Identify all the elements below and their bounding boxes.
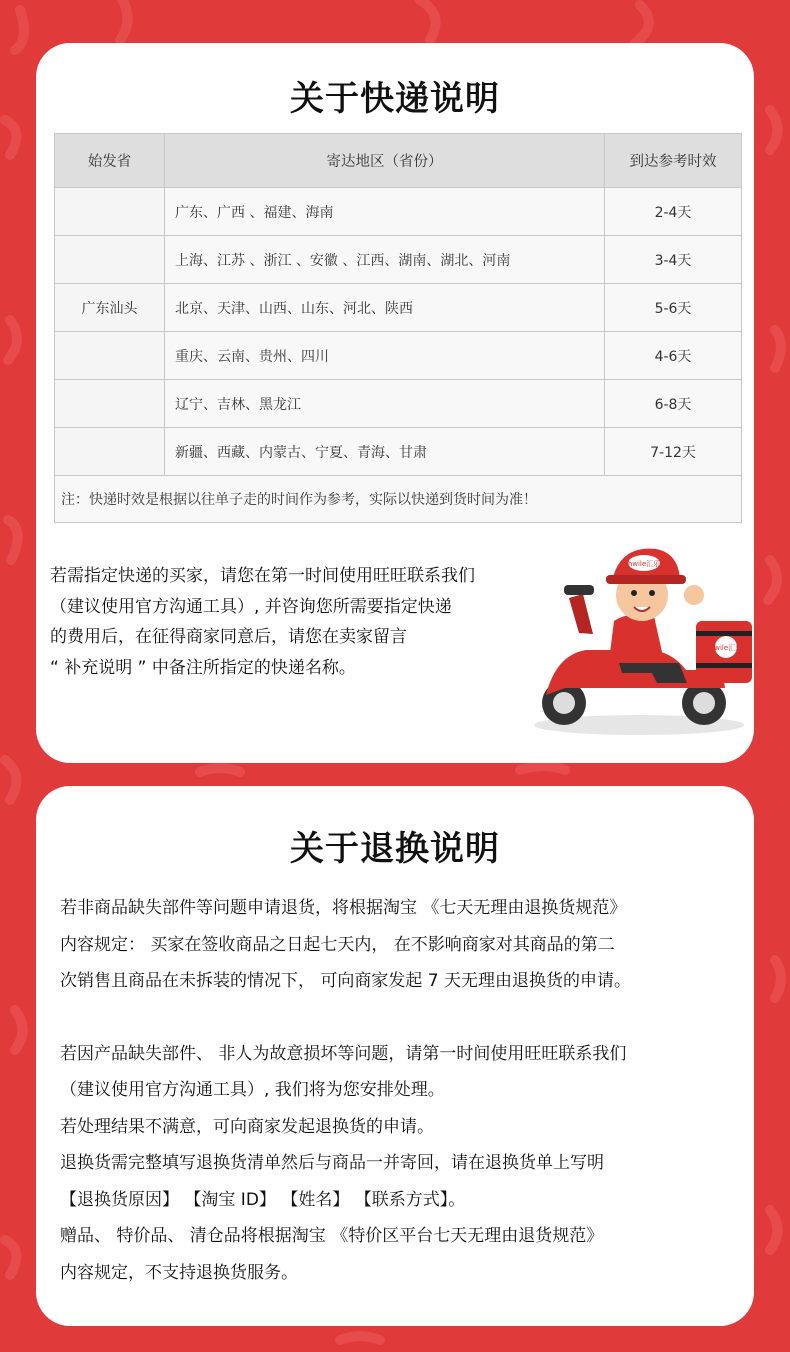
empty-cell xyxy=(55,428,165,476)
empty-cell xyxy=(55,236,165,284)
policy-line: 若处理结果不满意，可向商家发起退换货的申请。 xyxy=(60,1116,434,1137)
table-row xyxy=(55,332,742,380)
shipping-time-table xyxy=(54,133,742,523)
policy-line: 若因产品缺失部件、 非人为故意损坏等问题，请第一时间使用旺旺联系我们 xyxy=(60,1043,627,1064)
courier-scooter-illustration xyxy=(524,513,754,743)
returns-policy-text xyxy=(60,890,750,1291)
instruction-line: （建议使用官方沟通工具）, 并咨询您所需要指定快递 xyxy=(50,596,452,617)
time-cell: 2-4天 xyxy=(605,188,742,236)
instruction-line: “ 补充说明 ” 中备注所指定的快递名称。 xyxy=(50,657,356,678)
table-row xyxy=(55,188,742,236)
returns-info-card xyxy=(36,786,754,1326)
policy-line: （建议使用官方沟通工具）, 我们将为您安排处理。 xyxy=(60,1080,445,1100)
region-cell: 辽宁、吉林、黑龙江 xyxy=(165,380,605,428)
time-cell: 5-6天 xyxy=(605,284,742,332)
empty-cell xyxy=(55,188,165,236)
time-cell: 3-4天 xyxy=(605,236,742,284)
empty-cell xyxy=(55,380,165,428)
table-row xyxy=(55,428,742,476)
policy-line: 赠品、 特价品、 清仓品将根据淘宝 《特价区平台七天无理由退货规范》 xyxy=(60,1226,604,1246)
shipping-info-card xyxy=(36,43,754,763)
policy-line: 【退换货原因】 【淘宝 ID】 【姓名】 【联系方式】。 xyxy=(60,1189,466,1210)
policy-line: 若非商品缺失部件等问题申请退货，将根据淘宝 《七天无理由退换货规范》 xyxy=(60,898,627,918)
returns-title: 关于退换说明 xyxy=(290,829,500,869)
paragraph-gap xyxy=(60,1000,750,1036)
table-note: 注：快递时效是根据以往单子走的时间作为参考，实际以快递到货时间为准！ xyxy=(55,476,742,523)
empty-cell xyxy=(55,332,165,380)
time-cell: 7-12天 xyxy=(605,428,742,476)
origin-province-cell: 广东汕头 xyxy=(55,284,165,332)
policy-line: 退换货需完整填写退换货清单然后与商品一并寄回，请在退换货单上写明 xyxy=(60,1153,604,1173)
region-cell: 上海、江苏 、浙江 、安徽 、江西、湖南、湖北、河南 xyxy=(165,236,605,284)
time-cell: 6-8天 xyxy=(605,380,742,428)
shipping-title: 关于快递说明 xyxy=(290,79,500,119)
region-cell: 北京、天津、山西、山东、河北、陕西 xyxy=(165,284,605,332)
instruction-line: 若需指定快递的买家，请您在第一时间使用旺旺联系我们 xyxy=(50,566,475,586)
policy-line: 内容规定： 买家在签收商品之日起七天内， 在不影响商家对其商品的第二 xyxy=(60,934,615,955)
box-logo-text: hwile汇乐 xyxy=(709,644,743,652)
region-cell: 重庆、云南、贵州、四川 xyxy=(165,332,605,380)
region-cell: 广东、广西 、福建、海南 xyxy=(165,188,605,236)
cap-logo-text: hwile汇乐 xyxy=(627,560,661,568)
courier-instructions xyxy=(50,561,570,683)
header-regions: 寄达地区（省份） xyxy=(165,134,605,188)
header-time: 到达参考时效 xyxy=(605,134,742,188)
table-header-row xyxy=(55,134,742,188)
policy-line: 次销售且商品在未拆装的情况下， 可向商家发起 7 天无理由退换货的申请。 xyxy=(60,971,632,991)
header-origin: 始发省 xyxy=(55,134,165,188)
policy-line: 内容规定，不支持退换货服务。 xyxy=(60,1262,298,1283)
table-row xyxy=(55,236,742,284)
region-cell: 新疆、西藏、内蒙古、宁夏、青海、甘肃 xyxy=(165,428,605,476)
time-cell: 4-6天 xyxy=(605,332,742,380)
instruction-line: 的费用后，在征得商家同意后，请您在卖家留言 xyxy=(50,627,407,647)
table-row xyxy=(55,380,742,428)
table-row xyxy=(55,284,742,332)
